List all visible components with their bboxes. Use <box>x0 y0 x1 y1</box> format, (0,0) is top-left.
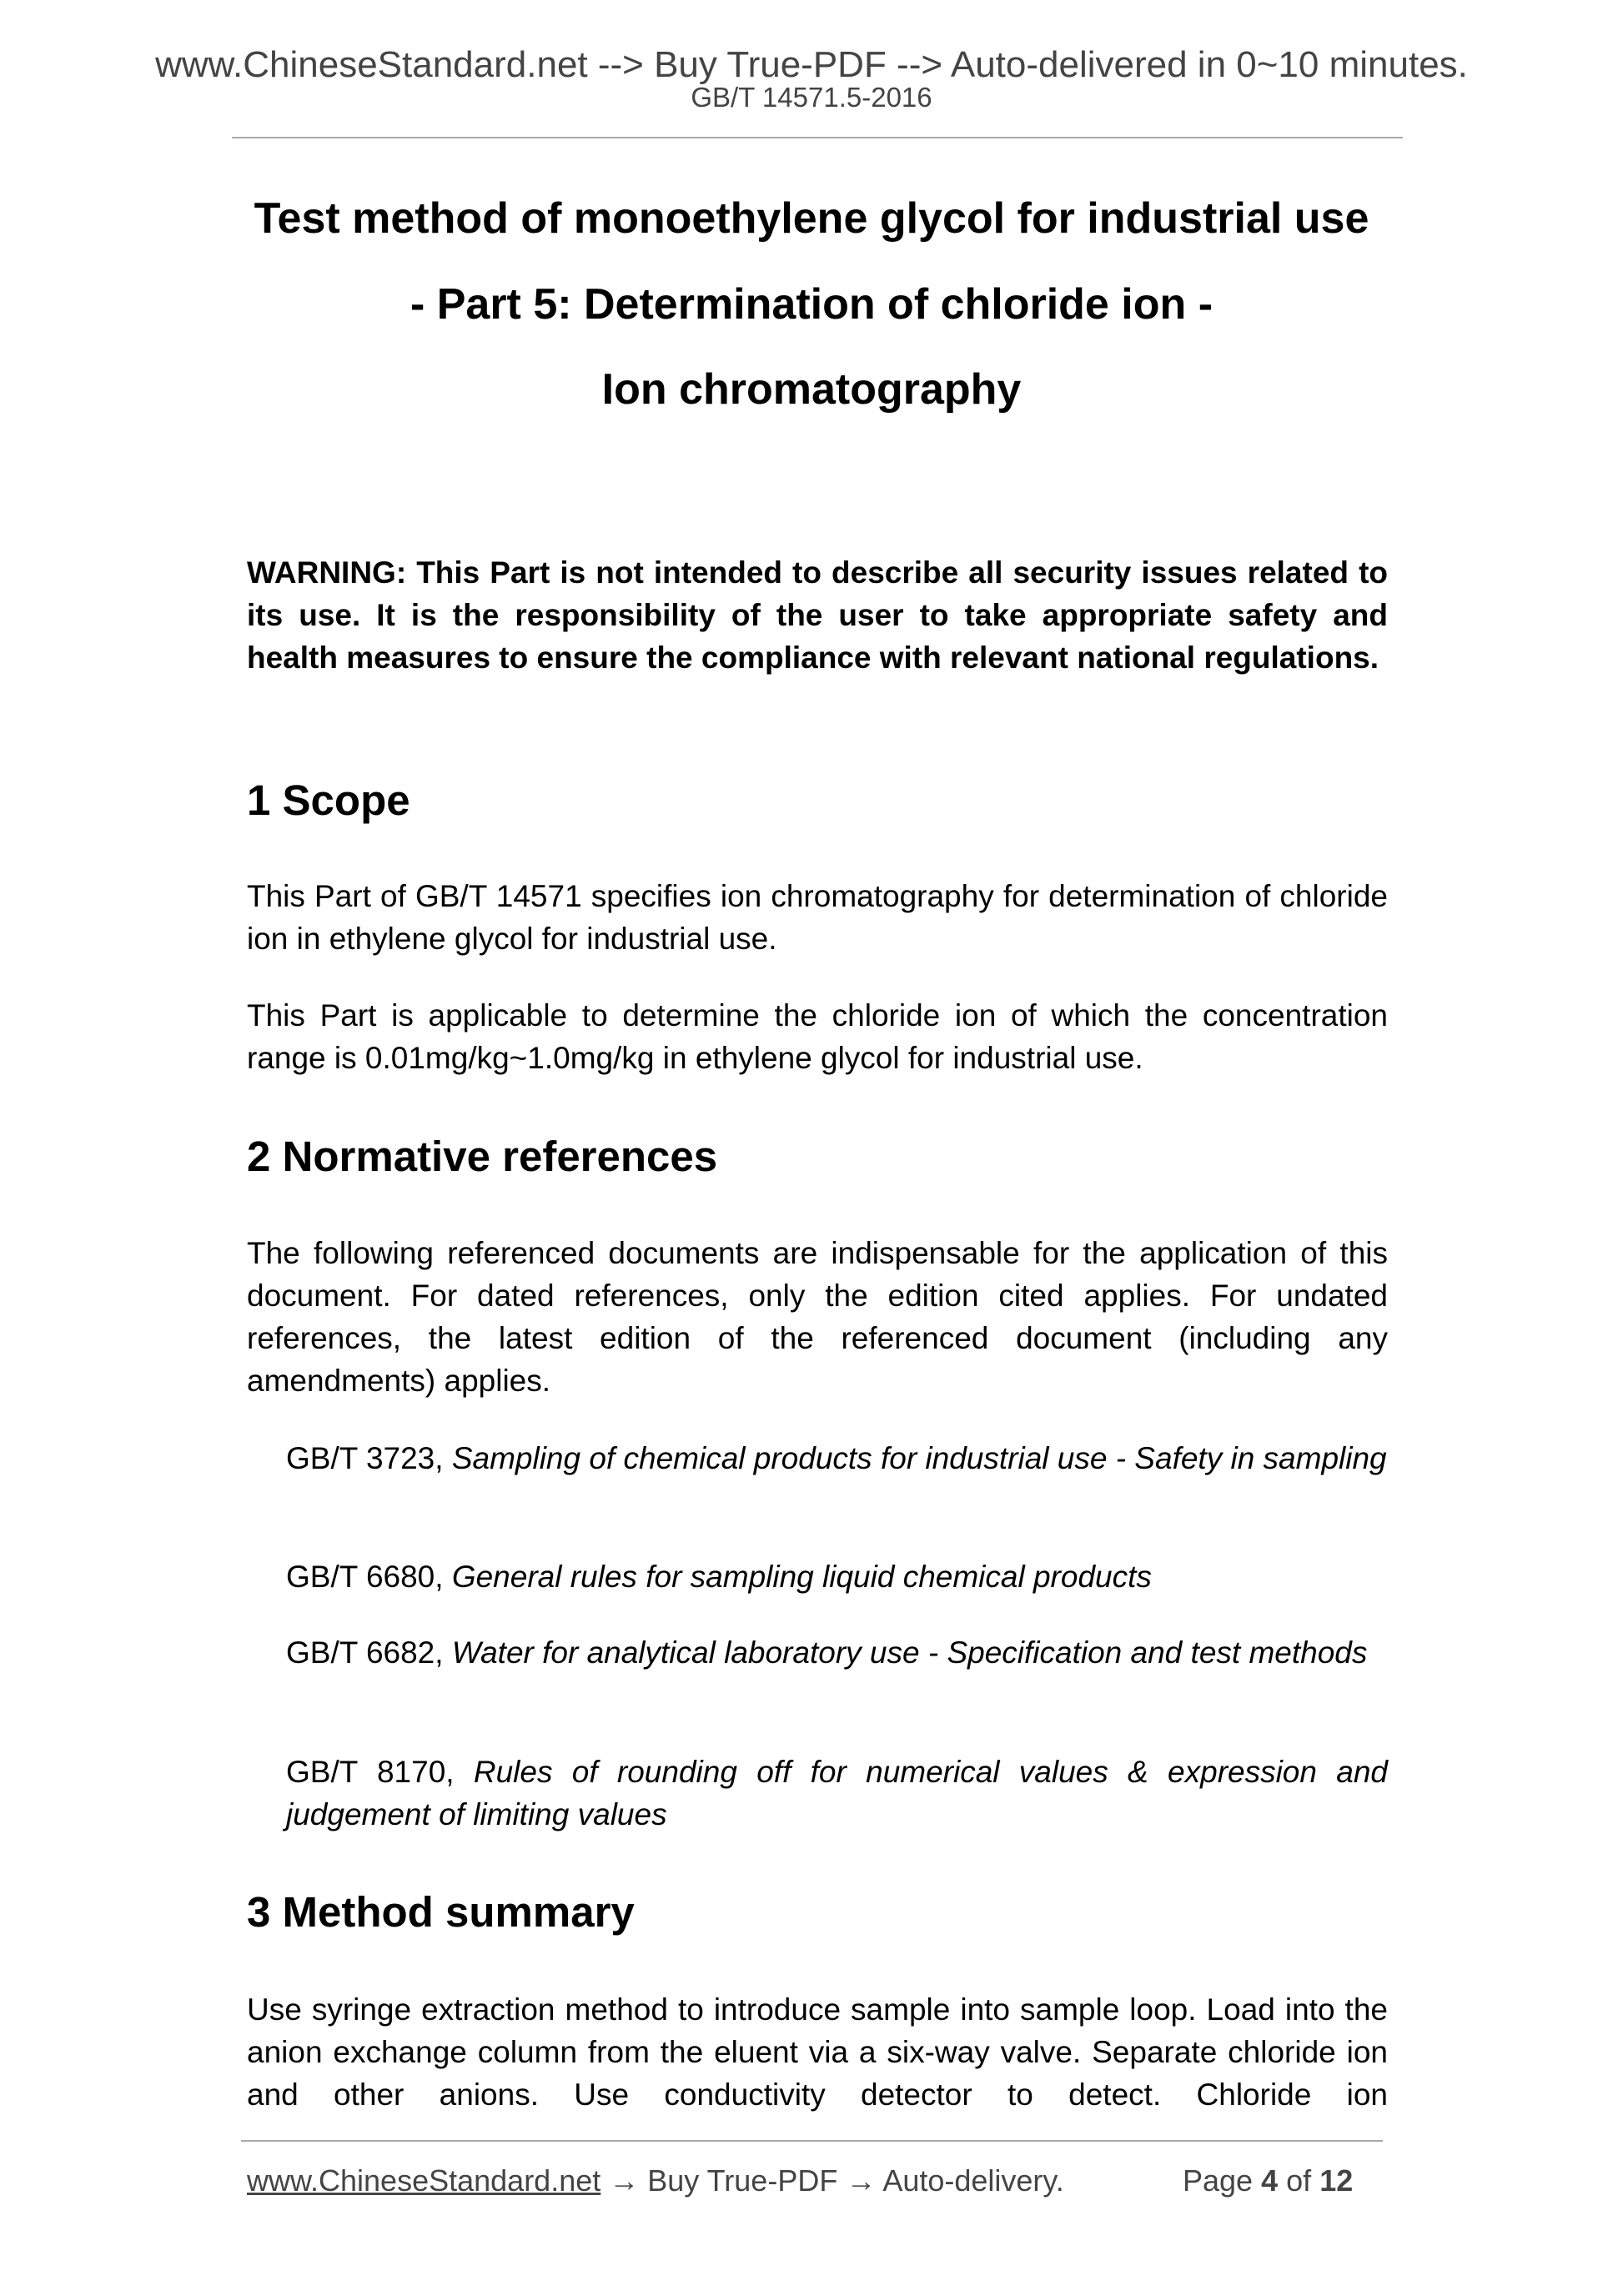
reference-title: Rules of rounding off for numerical values & expression and judgement of limiting values <box>286 1755 1388 1831</box>
page-label: Page <box>1183 2163 1254 2198</box>
page-indicator <box>1183 2160 1353 2202</box>
title-line-1: Test method of monoethylene glycol for industrial use <box>254 194 1369 243</box>
section-heading-normative: 2 Normative references <box>247 1133 718 1180</box>
reference-item <box>286 1555 1388 1598</box>
footer-link[interactable]: www.ChineseStandard.net <box>247 2163 601 2198</box>
reference-item <box>286 1631 1388 1674</box>
scope-paragraph-1: This Part of GB/T 14571 specifies ion chromatography for determination of chloride ion in ethylene glycol for industrial use. <box>247 879 1388 956</box>
footer-note <box>247 2160 1064 2202</box>
method-paragraph: Use syringe extraction method to introduce sample into sample loop. Load into the anion exchange column from the eluent via a six-way valve. Separate chloride ion and other anions. Use conductivity detector to detect. Chloride ion <box>247 1992 1388 2112</box>
header-banner: www.ChineseStandard.net --> Buy True-PDF --> Auto-delivered in 0~10 minutes. <box>155 44 1468 85</box>
reference-title: Water for analytical laboratory use - Specification and test methods <box>451 1635 1368 1670</box>
page-current: 4 <box>1261 2163 1279 2198</box>
reference-code: GB/T 6682, <box>286 1635 452 1670</box>
footer-text: → Buy True-PDF → Auto-delivery. <box>600 2163 1064 2198</box>
standard-number: GB/T 14571.5-2016 <box>691 82 932 113</box>
reference-item <box>286 1751 1388 1836</box>
reference-title: Sampling of chemical products for industrial use - Safety in sampling <box>451 1441 1387 1475</box>
reference-code: GB/T 6680, <box>286 1560 452 1594</box>
reference-item <box>286 1437 1388 1480</box>
normative-paragraph: The following referenced documents are indispensable for the application of this document. For dated references, only the edition cited applies. For undated references, the latest edition of the referenced document (including any amendments) applies. <box>247 1236 1388 1398</box>
scope-paragraph-2: This Part is applicable to determine the chloride ion of which the concentration range is 0.01mg/kg~1.0mg/kg in ethylene glycol for industrial use. <box>247 998 1388 1075</box>
title-line-3: Ion chromatography <box>601 365 1022 414</box>
section-heading-method: 3 Method summary <box>247 1888 635 1936</box>
reference-title: General rules for sampling liquid chemical products <box>451 1560 1152 1594</box>
reference-code: GB/T 8170, <box>286 1755 474 1789</box>
header-divider <box>232 137 1403 138</box>
reference-code: GB/T 3723, <box>286 1441 452 1475</box>
footer-divider <box>241 2140 1383 2142</box>
title-line-2: - Part 5: Determination of chloride ion - <box>410 280 1213 329</box>
page-total: 12 <box>1319 2163 1354 2198</box>
section-heading-scope: 1 Scope <box>247 776 410 824</box>
of-label: of <box>1286 2163 1312 2198</box>
warning-paragraph: WARNING: This Part is not intended to describe all security issues related to its use. It is the responsibility of the user to take appropriate safety and health measures to ensure the compliance with relevant national regulations. <box>247 555 1388 675</box>
